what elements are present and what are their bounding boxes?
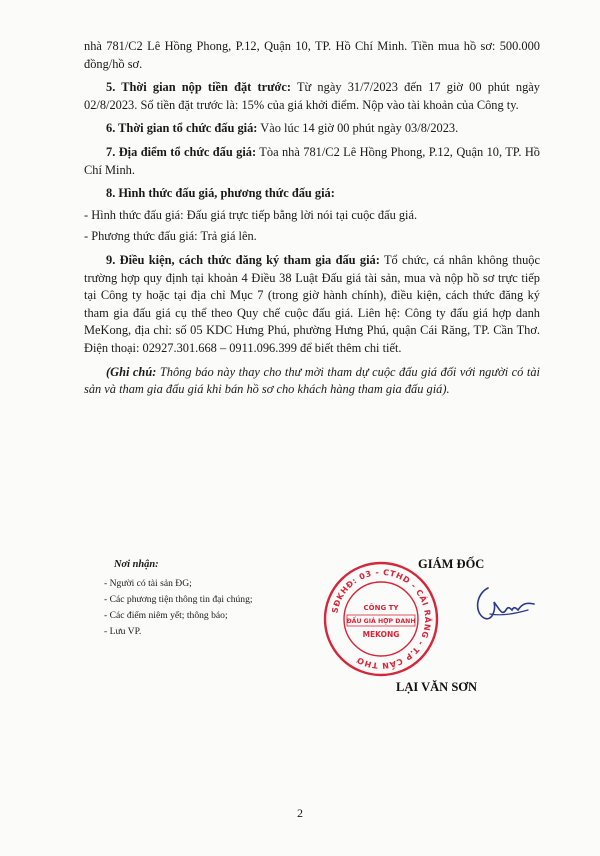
company-seal bbox=[322, 560, 440, 678]
item-5-heading: 5. Thời gian nộp tiền đặt trước: bbox=[106, 80, 292, 95]
item-9-text: Tổ chức, cá nhân không thuộc trường hợp quy định tại khoản 4 Điều 38 Luật Đấu giá tài sản, mua và nộp hồ sơ trực tiếp tại Công ty hoặc tại địa chỉ Mục 7 (trong giờ hành chính), điều kiện, cách thức đăng ký tham gia đấu giá cụ thể theo Quy chế cuộc đấu giá. Liên hệ: Công ty đấu giá hợp danh MeKong, địa chỉ: số 05 KDC Hưng Phú, phường Hưng Phú, quận Cái Răng, TP. Cần Thơ. Điện thoại: 02927.301.668 – 0911.096.399 để biết thêm chi tiết. bbox=[84, 252, 540, 355]
item-7-heading: 7. Địa điểm tổ chức đấu giá: bbox=[106, 144, 257, 159]
page-number: 2 bbox=[297, 806, 303, 820]
item-6-text: Vào lúc 14 giờ 00 phút ngày 03/8/2023. bbox=[257, 121, 459, 136]
item-7 bbox=[84, 144, 540, 179]
note-label: (Ghi chú: bbox=[106, 364, 157, 379]
recipients-block bbox=[104, 557, 253, 640]
recipient-item: - Các điểm niêm yết; thông báo; bbox=[104, 610, 228, 621]
item-6-heading: 6. Thời gian tổ chức đấu giá: bbox=[106, 121, 258, 136]
item-8-method: - Phương thức đấu giá: Trả giá lên. bbox=[84, 229, 257, 244]
note-paragraph bbox=[84, 364, 540, 399]
recipients-title: Nơi nhận: bbox=[114, 559, 159, 570]
director-title: GIÁM ĐỐC bbox=[418, 557, 485, 571]
handwritten-signature bbox=[470, 580, 540, 630]
item-8 bbox=[84, 185, 540, 203]
item-9 bbox=[84, 252, 540, 358]
item-5 bbox=[84, 79, 540, 114]
item-6 bbox=[84, 120, 540, 138]
recipient-item: - Các phương tiện thông tin đại chúng; bbox=[104, 594, 253, 605]
item-9-heading: 9. Điều kiện, cách thức đăng ký tham gia đấu giá: bbox=[106, 252, 380, 267]
item-8-heading: 8. Hình thức đấu giá, phương thức đấu giá: bbox=[106, 186, 335, 201]
document-body bbox=[84, 38, 540, 405]
svg-text:SĐKHĐ: 03 - CTHD - CÁI RĂNG -: SĐKHĐ: 03 - CTHD - CÁI RĂNG - T.P CẦN THƠ bbox=[330, 567, 433, 671]
note-text: Thông báo này thay cho thư mời tham dự cuộc đấu giá đối với người có tài sản và tham gia đấu giá khi bán hồ sơ cho khách hàng tham gia đấu giá). bbox=[84, 364, 540, 397]
signer-name: LẠI VĂN SƠN bbox=[396, 680, 478, 694]
recipients-list bbox=[104, 576, 253, 640]
item-8-form: - Hình thức đấu giá: Đấu giá trực tiếp bằng lời nói tại cuộc đấu giá. bbox=[84, 207, 418, 222]
svg-text:MEKONG: MEKONG bbox=[362, 630, 400, 639]
svg-text:CÔNG TY: CÔNG TY bbox=[363, 604, 399, 612]
intro-paragraph: nhà 781/C2 Lê Hồng Phong, P.12, Quận 10, TP. Hồ Chí Minh. Tiền mua hồ sơ: 500.000 đồng/hồ sơ. bbox=[84, 39, 540, 71]
svg-text:ĐẤU GIÁ HỢP DANH: ĐẤU GIÁ HỢP DANH bbox=[346, 618, 416, 625]
item-5-text: Từ ngày 31/7/2023 đến 17 giờ 00 phút ngày 02/8/2023. Số tiền đặt trước là: 15% của giá khởi điểm. Nộp vào tài khoản của Công ty. bbox=[84, 80, 540, 112]
recipient-item: - Lưu VP. bbox=[104, 626, 142, 637]
recipient-item: - Người có tài sản ĐG; bbox=[104, 578, 192, 589]
item-7-text: Tòa nhà 781/C2 Lê Hồng Phong, P.12, Quận 10, TP. Hồ Chí Minh. bbox=[84, 144, 540, 177]
